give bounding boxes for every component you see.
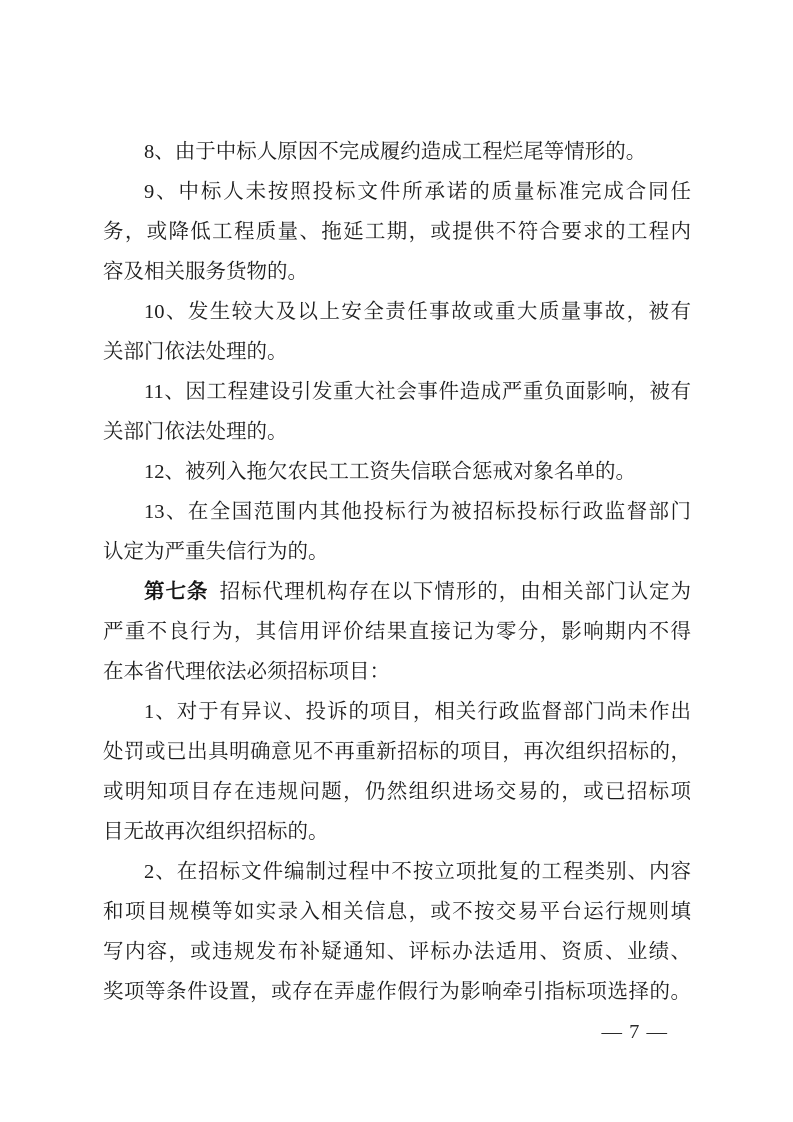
- document-line: 12、被列入拖欠农民工工资失信联合惩戒对象名单的。: [144, 461, 636, 483]
- document-line: 严重不良行为，其信用评价结果直接记为零分，影响期内不得: [103, 621, 691, 643]
- document-line: 关部门依法处理的。: [103, 421, 288, 443]
- document-line: 容及相关服务货物的。: [103, 261, 308, 283]
- document-line-clause-heading: [103, 572, 691, 612]
- clause-heading-text: 招标代理机构存在以下情形的，由相关部门认定为: [219, 581, 692, 603]
- document-line: 写内容，或违规发布补疑通知、评标办法适用、资质、业绩、: [103, 941, 691, 963]
- document-line: 在本省代理依法必须招标项目：: [103, 661, 390, 683]
- document-line: 目无故再次组织招标的。: [103, 821, 329, 843]
- clause-number-term: 第七条: [144, 581, 209, 603]
- document-line: 8、由于中标人原因不完成履约造成工程烂尾等情形的。: [144, 141, 647, 163]
- document-line: 或明知项目存在违规问题，仍然组织进场交易的，或已招标项: [103, 781, 691, 803]
- document-line: 认定为严重失信行为的。: [103, 541, 329, 563]
- document-line: 13、在全国范围内其他投标行为被招标投标行政监督部门: [144, 501, 691, 523]
- page-number: — 7 —: [601, 1021, 668, 1043]
- document-line: 奖项等条件设置，或存在弄虚作假行为影响牵引指标项选择的。: [103, 981, 691, 1003]
- document-line: 9、中标人未按照投标文件所承诺的质量标准完成合同任: [144, 181, 691, 203]
- document-line: 关部门依法处理的。: [103, 341, 288, 363]
- document-line: 10、发生较大及以上安全责任事故或重大质量事故，被有: [144, 301, 691, 323]
- document-line: 11、因工程建设引发重大社会事件造成严重负面影响，被有: [144, 381, 691, 403]
- document-line: 处罚或已出具明确意见不再重新招标的项目，再次组织招标的，: [103, 741, 691, 763]
- document-line: 务，或降低工程质量、拖延工期，或提供不符合要求的工程内: [103, 221, 691, 243]
- document-line: 2、在招标文件编制过程中不按立项批复的工程类别、内容: [144, 861, 691, 883]
- document-line: 1、对于有异议、投诉的项目，相关行政监督部门尚未作出: [144, 701, 691, 723]
- document-text-block: [103, 132, 691, 1012]
- document-line: 和项目规模等如实录入相关信息，或不按交易平台运行规则填: [103, 901, 691, 923]
